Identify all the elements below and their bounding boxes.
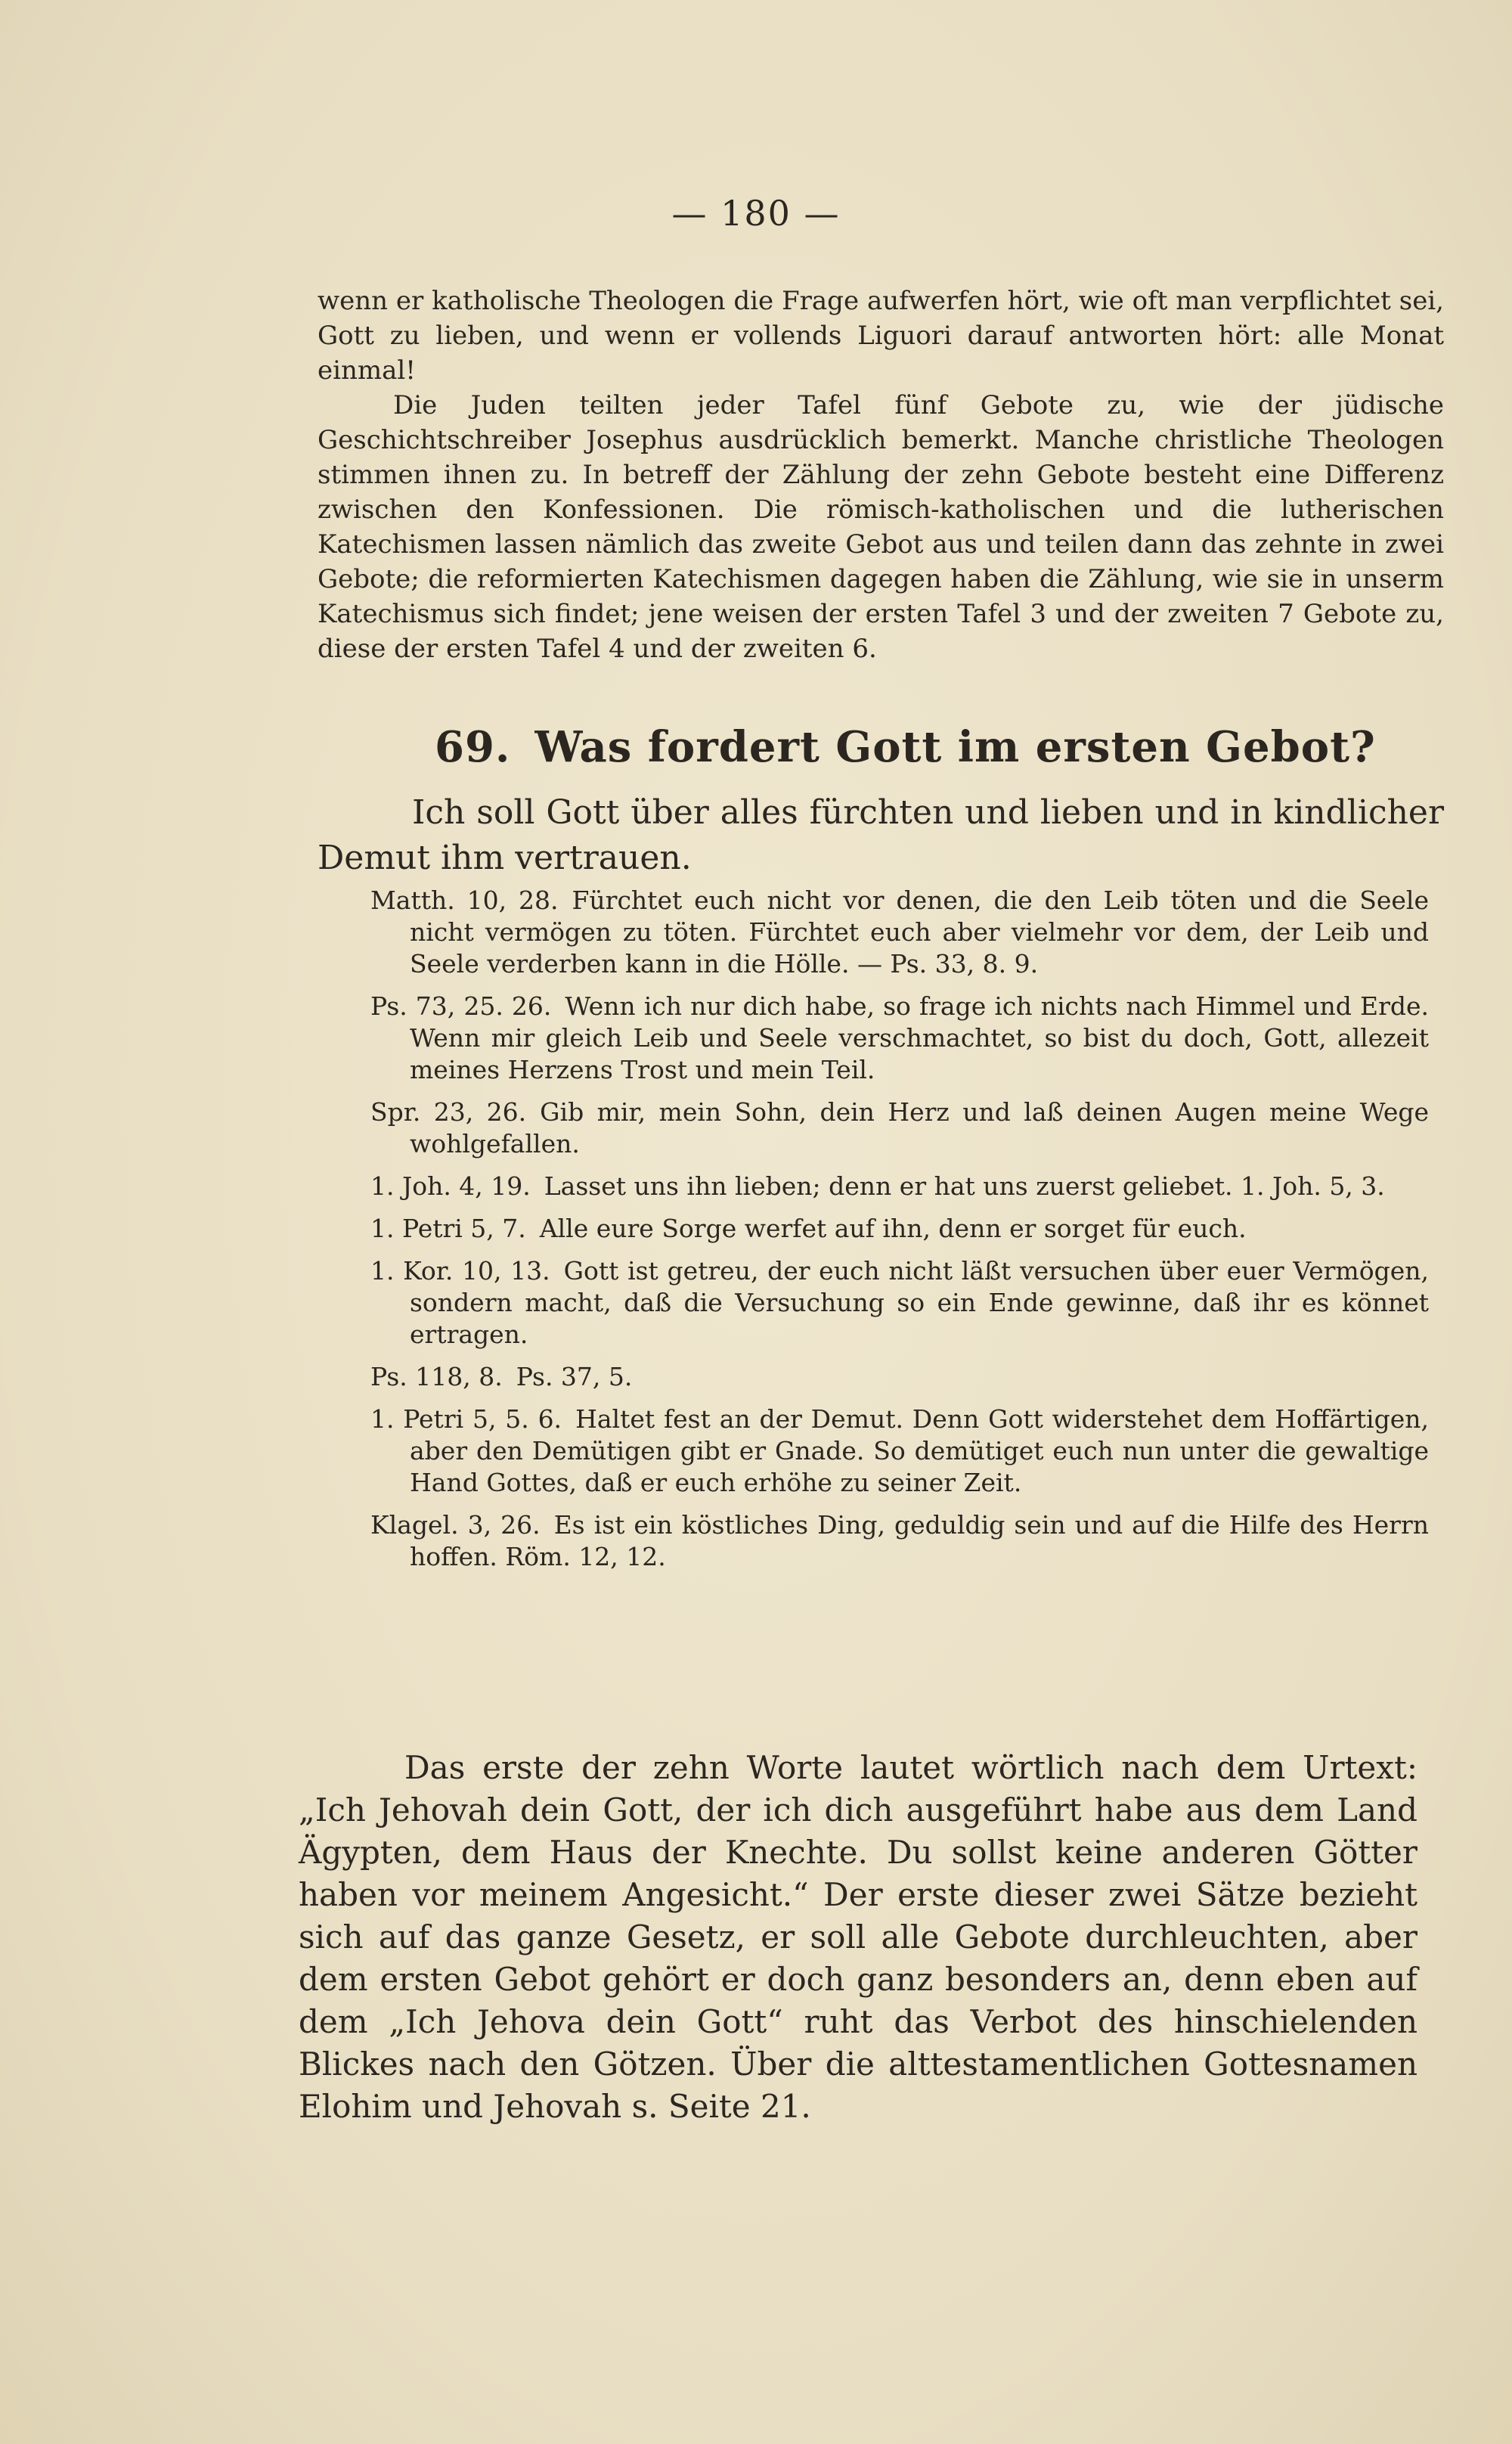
question-heading xyxy=(435,722,1418,772)
reference-cite: 1. Joh. 4, 19. xyxy=(370,1171,531,1201)
question-text: Was fordert Gott im ersten Gebot? xyxy=(534,722,1376,772)
reference-item xyxy=(370,1171,1429,1202)
reference-text: Lasset uns ihn lieben; denn er hat uns zuerst geliebet. 1. Joh. 5, 3. xyxy=(544,1171,1385,1201)
intro-paragraph-1: wenn er katholische Theologen die Frage aufwerfen hört, wie oft man verpflichtet sei, Gott zu lieben, und wenn er vollends Liguori darauf antworten hört: alle Monat einmal! xyxy=(318,286,1444,386)
reference-cite: Matth. 10, 28. xyxy=(370,885,559,915)
reference-item xyxy=(370,1255,1429,1351)
reference-text: Es ist ein köstliches Ding, geduldig sein und auf die Hilfe des Herrn hoffen. Röm. 12, 12. xyxy=(410,1510,1429,1571)
reference-cite: Spr. 23, 26. xyxy=(370,1097,527,1127)
reference-item xyxy=(370,885,1429,980)
reference-text: Wenn ich nur dich habe, so frage ich nichts nach Himmel und Erde. Wenn mir gleich Leib und Seele verschmachtet, so bist du doch, Gott, allezeit meines Herzens Trost und mein Teil. xyxy=(410,991,1430,1084)
reference-cite: Ps. 118, 8. xyxy=(370,1362,503,1391)
reference-cite: 1. Petri 5, 7. xyxy=(370,1214,526,1243)
reference-text: Gott ist getreu, der euch nicht läßt versuchen über euer Vermögen, sondern macht, daß die Versuchung so ein Ende gewinne, daß ihr es könnet ertragen. xyxy=(410,1256,1429,1349)
reference-cite: 1. Petri 5, 5. 6. xyxy=(370,1404,562,1434)
reference-text: Haltet fest an der Demut. Denn Gott widerstehet dem Hoffärtigen, aber den Demütigen gibt er Gnade. So demütiget euch nun unter die gewaltige Hand Gottes, daß er euch erhöhe zu seiner Zeit. xyxy=(410,1404,1429,1497)
answer-text: Ich soll Gott über alles fürchten und lieben und in kindlicher Demut ihm vertrauen. xyxy=(318,793,1444,877)
reference-text: Ps. 37, 5. xyxy=(516,1362,633,1391)
scripture-references xyxy=(370,885,1429,1583)
reference-cite: 1. Kor. 10, 13. xyxy=(370,1256,550,1286)
reference-item xyxy=(370,1361,1429,1393)
reference-item xyxy=(370,991,1429,1086)
reference-cite: Ps. 73, 25. 26. xyxy=(370,991,552,1021)
reference-item xyxy=(370,1403,1429,1499)
reference-item xyxy=(370,1096,1429,1160)
reference-cite: Klagel. 3, 26. xyxy=(370,1510,541,1540)
reference-text: Gib mir, mein Sohn, dein Herz und laß deinen Augen meine Wege wohlgefallen. xyxy=(410,1097,1430,1158)
closing-paragraph: Das erste der zehn Worte lautet wörtlich nach dem Urtext: „Ich Jehovah dein Gott, der ich dich ausgeführt habe aus dem Land Ägypten, dem Haus der Knechte. Du sollst keine anderen Götter haben vor meinem Angesicht.“ Der erste dieser zwei Sätze bezieht sich auf das ganze Gesetz, er soll alle Gebote durchleuchten, aber dem ersten Gebot gehört er doch ganz besonders an, denn eben auf dem „Ich Jehova dein Gott“ ruht das Verbot des hinschielenden Blickes nach den Götzen. Über die alttestamentlichen Gottesnamen Elohim und Jehovah s. Seite 21. xyxy=(299,1749,1418,2125)
reference-text: Fürchtet euch nicht vor denen, die den Leib töten und die Seele nicht vermögen zu töten. Fürchtet euch aber vielmehr vor dem, der Leib und Seele verderben kann in die Hölle. — Ps. 33, 8. 9. xyxy=(410,885,1430,979)
reference-item xyxy=(370,1213,1429,1245)
intro-section xyxy=(318,284,1444,666)
question-number: 69. xyxy=(435,722,511,772)
page-number: — 180 — xyxy=(671,193,841,234)
reference-item xyxy=(370,1509,1429,1573)
intro-paragraph-2: Die Juden teilten jeder Tafel fünf Gebote zu, wie der jüdische Geschichtschreiber Josephus ausdrücklich bemerkt. Manche christliche Theologen stimmen ihnen zu. In betreff der Zählung der zehn Gebote besteht eine Differenz zwischen den Konfessionen. Die römisch-katholischen und die lutherischen Katechismen lassen nämlich das zweite Gebot aus und teilen dann das zehnte in zwei Gebote; die reformierten Katechismen dagegen haben die Zählung, wie sie in unserm Katechismus sich findet; jene weisen der ersten Tafel 3 und der zweiten 7 Gebote zu, diese der ersten Tafel 4 und der zweiten 6. xyxy=(318,390,1444,664)
reference-text: Alle eure Sorge werfet auf ihn, denn er sorget für euch. xyxy=(539,1214,1247,1243)
